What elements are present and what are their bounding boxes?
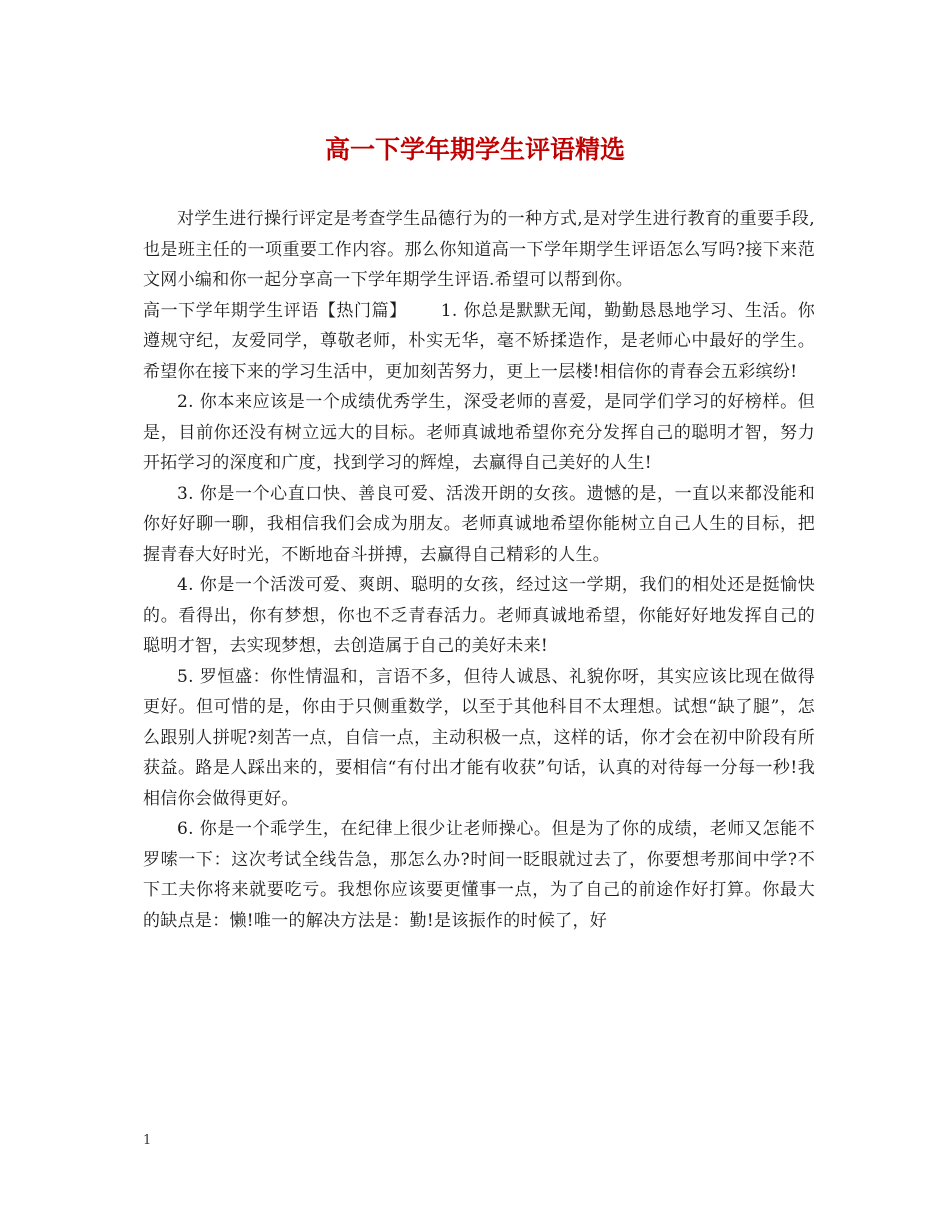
intro-paragraph: 对学生进行操行评定是考查学生品德行为的一种方式,是对学生进行教育的重要手段,也是班主任的一项重要工作内容。那么你知道高一下学年期学生评语怎么写吗?接下来范文网小编和你一起分享高一下学年期学生评语.希望可以帮到你。 <box>143 209 815 290</box>
document-title: 高一下学年期学生评语精选 <box>324 135 625 164</box>
document-body <box>143 204 815 936</box>
page-number: 1 <box>143 1133 152 1148</box>
comment-item-4: 4. 你是一个活泼可爱、爽朗、聪明的女孩，经过这一学期，我们的相处还是挺愉快的。看得出，你有梦想，你也不乏青春活力。老师真诚地希望，你能好好地发挥自己的聪明才智，去实现梦想，去创造属于自己的美好未来! <box>143 575 815 656</box>
comment-item-5: 5. 罗恒盛：你性情温和，言语不多，但待人诚恳、礼貌你呀，其实应该比现在做得更好。但可惜的是，你由于只侧重数学，以至于其他科目不太理想。试想“缺了腿”，怎么跟别人拼呢?刻苦一点，自信一点，主动积极一点，这样的话，你才会在初中阶段有所获益。路是人踩出来的，要相信“有付出才能有收获”句话，认真的对待每一分每一秒!我相信你会做得更好。 <box>143 666 815 809</box>
comment-item-1: 1. 你总是默默无闻，勤勤恳恳地学习、生活。你遵规守纪，友爱同学，尊敬老师，朴实无华，毫不矫揉造作，是老师心中最好的学生。希望你在接下来的学习生活中，更加刻苦努力，更上一层楼!相信你的青春会五彩缤纷! <box>143 300 816 382</box>
section-paragraph <box>143 296 815 388</box>
comment-item-3: 3. 你是一个心直口快、善良可爱、活泼开朗的女孩。遗憾的是，一直以来都没能和你好好聊一聊，我相信我们会成为朋友。老师真诚地希望你能树立自己人生的目标，把握青春大好时光，不断地奋斗拼搏，去赢得自己精彩的人生。 <box>143 483 815 565</box>
section-heading: 高一下学年期学生评语【热门篇】 <box>143 300 407 321</box>
comment-item-6: 6. 你是一个乖学生，在纪律上很少让老师操心。但是为了你的成绩，老师又怎能不罗嗦一下：这次考试全线告急，那怎么办?时间一眨眼就过去了，你要想考那间中学?不下工夫你将来就要吃亏。我想你应该要更懂事一点，为了自己的前途作好打算。你最大的缺点是：懒!唯一的解决方法是：勤!是该振作的时候了，好 <box>143 819 815 931</box>
comment-item-2: 2. 你本来应该是一个成绩优秀学生，深受老师的喜爱，是同学们学习的好榜样。但是，目前你还没有树立远大的目标。老师真诚地希望你充分发挥自己的聪明才智，努力开拓学习的深度和广度，找到学习的辉煌，去赢得自己美好的人生! <box>143 392 815 473</box>
